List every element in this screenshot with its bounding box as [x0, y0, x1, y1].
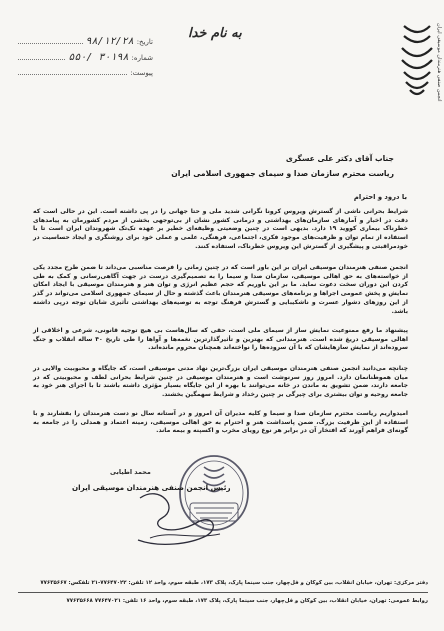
greeting: با درود و احترام [353, 193, 407, 201]
date-row [18, 34, 153, 50]
paragraph-3: پیشنهاد ما رفع ممنوعیت نمایش ساز از سیمای ملی است، حقی که سال‌هاست بی هیچ توجیه قانونی، شرعی و اخلاقی از اهالی موسیقی دریغ شده است. هنرمندانی که بهترین و تأثیرگذارترین نغمه‌ها و آواها را طی تاریخ ۴۰ ساله انقلاب و جنگ سروده‌اند از نمایش سازهایشان که با آن سروده‌ها را نواخته‌اند همچنان محروم مانده‌اند. [33, 327, 409, 352]
date-label: تاریخ: [136, 38, 153, 46]
footer-central-office: دفتر مرکزی: تهران، خیابان انقلاب، بین کوکان و فل‌چهار، جنب سینما پارک، پلاک ۱۷۳، طبقه سوم، واحد ۱۲ تلفن: ۷۷۶۴۷۰۲۲-۲۱ تلفکس: ۷۷۶۳۵۶۶۷ [40, 580, 428, 586]
signatory-title: رئیس انجمن صنفی هنرمندان موسیقی ایران [72, 483, 231, 492]
date-line [18, 35, 83, 44]
recipient-name: جناب آقای دکتر علی عسگری [285, 154, 394, 163]
bismillah-heading: به نام خدا [188, 26, 242, 41]
attachment-row [18, 66, 153, 81]
attachment-line [18, 66, 127, 75]
number-value: ۵۵۰/ ۳۰۱۹۸ [68, 52, 129, 63]
paragraph-2: انجمن صنفی هنرمندان موسیقی ایران بر این باور است که در چنین زمانی را فرصت مناسبی می‌داند تا ضمن طرح مجدد یکی از خواسته‌های به حق اهالی موسیقی، سازمان صدا و سیما را به تصمیم‌گیری درست در جهت آگاهی‌رسانی و کمک به طی کردن این دوران سخت دعوت نماید. ما بر این باوریم که حجم عظیم انرژی و توان هنر و هنرمندان موسیقی با ایجاد امکان نمایش و پخش عمومی اجراها و برنامه‌های موسیقی هنرمندان باعث گذشته و حال از سیمای جمهوری اسلامی می‌تواند در گذر از این روزهای دشوار عسرت و ناشکیبایی و گسترش فرهنگ توجه به توصیه‌های بهداشتی تأثیری شایان توجه درپی داشته باشد. [33, 264, 408, 315]
number-line [18, 51, 65, 60]
attachment-label: پیوست: [130, 69, 153, 77]
signatory-name: محمد اطیابی [110, 468, 151, 476]
org-logo-icon [398, 20, 436, 106]
date-value: ۹۸/۱۲/۲۸ [85, 36, 134, 47]
number-row [18, 50, 153, 66]
number-label: شماره: [131, 54, 153, 62]
letter-meta [18, 34, 153, 81]
paragraph-1: شرایط بحرانی ناشی از گسترش ویروس کرونا نگرانی شدید ملی و حتا جهانی را در پی داشته است. این در حالی است که دقت در اخبار و آمارهای سازمان‌های بهداشتی و درمانی کشور نشان از بی‌توجهی بخشی از مردم کشورمان به پیامدهای خطرناک بیماری کووید ۱۹ دارد. بدیهی است در چنین وضعیتی وظیفه‌ای خطیر بر عهده تک‌تک شهروندان ایران است تا با استفاده از تمام توان و ظرفیت‌های موجود فکری، اجتماعی، فرهنگی، علمی و عملی خود برای روشنگری و ایجاد حساسیت در خودمراقبتی و پیشگیری از گسترش این ویروس خطرناک، استفاده کنند. [33, 208, 408, 250]
footer-public-relations: روابط عمومی: تهران، خیابان انقلاب، بین کوکان و فل‌چهار، جنب سینما پارک، پلاک ۱۷۳، طبقه سوم، واحد ۱۶ تلفن: ۷۷۶۴۷۰۲۱ ۷۷۶۳۵۶۶۸ [66, 598, 428, 604]
org-vertical-label: انجمن صنفی هنرمندان موسیقی ایران [436, 23, 442, 102]
recipient-title: ریاست محترم سازمان صدا و سیمای جمهوری اسلامی ایران [171, 169, 394, 178]
paragraph-4: چنانچه می‌دانید انجمن صنفی هنرمندان موسیقی ایران بزرگ‌ترین نهاد مدنی موسیقی است، که جایگاه و محبوبیت والایی در میان هموطنانمان دارد. امروز روز سرنوشت است و هنرمندان موسیقی در چنین شرایط بحرانی لطف و محبوبیتی که در جامعه دارند، ضمن تشویق به ماندن در خانه می‌توانند با بهره از این جایگاه بسیار مؤثری داشته باشند تا با اجرای هنر خود به جامعه روحیه و توان بیشتری برای چیرگی بر چنین رخداد و شرایط سهمگین بخشند. [33, 365, 408, 399]
paragraph-5: امیدواریم ریاست محترم سازمان صدا و سیما و کلیه مدیران آن امروز و در آستانه سال نو دست هنرمندان را بفشارند و با استفاده از این ظرفیت بزرگ، ضمن پاسداشت هنر و احترام به حق اهالی موسیقی، زمینه اعتماد و همدلی را در جامعه به گونه‌ای فراهم آورند که افتخار آن در برابر هر نوع رویای مخرب و اکسپنه و بیمه ماند. [33, 410, 408, 435]
footer-divider [18, 592, 428, 593]
